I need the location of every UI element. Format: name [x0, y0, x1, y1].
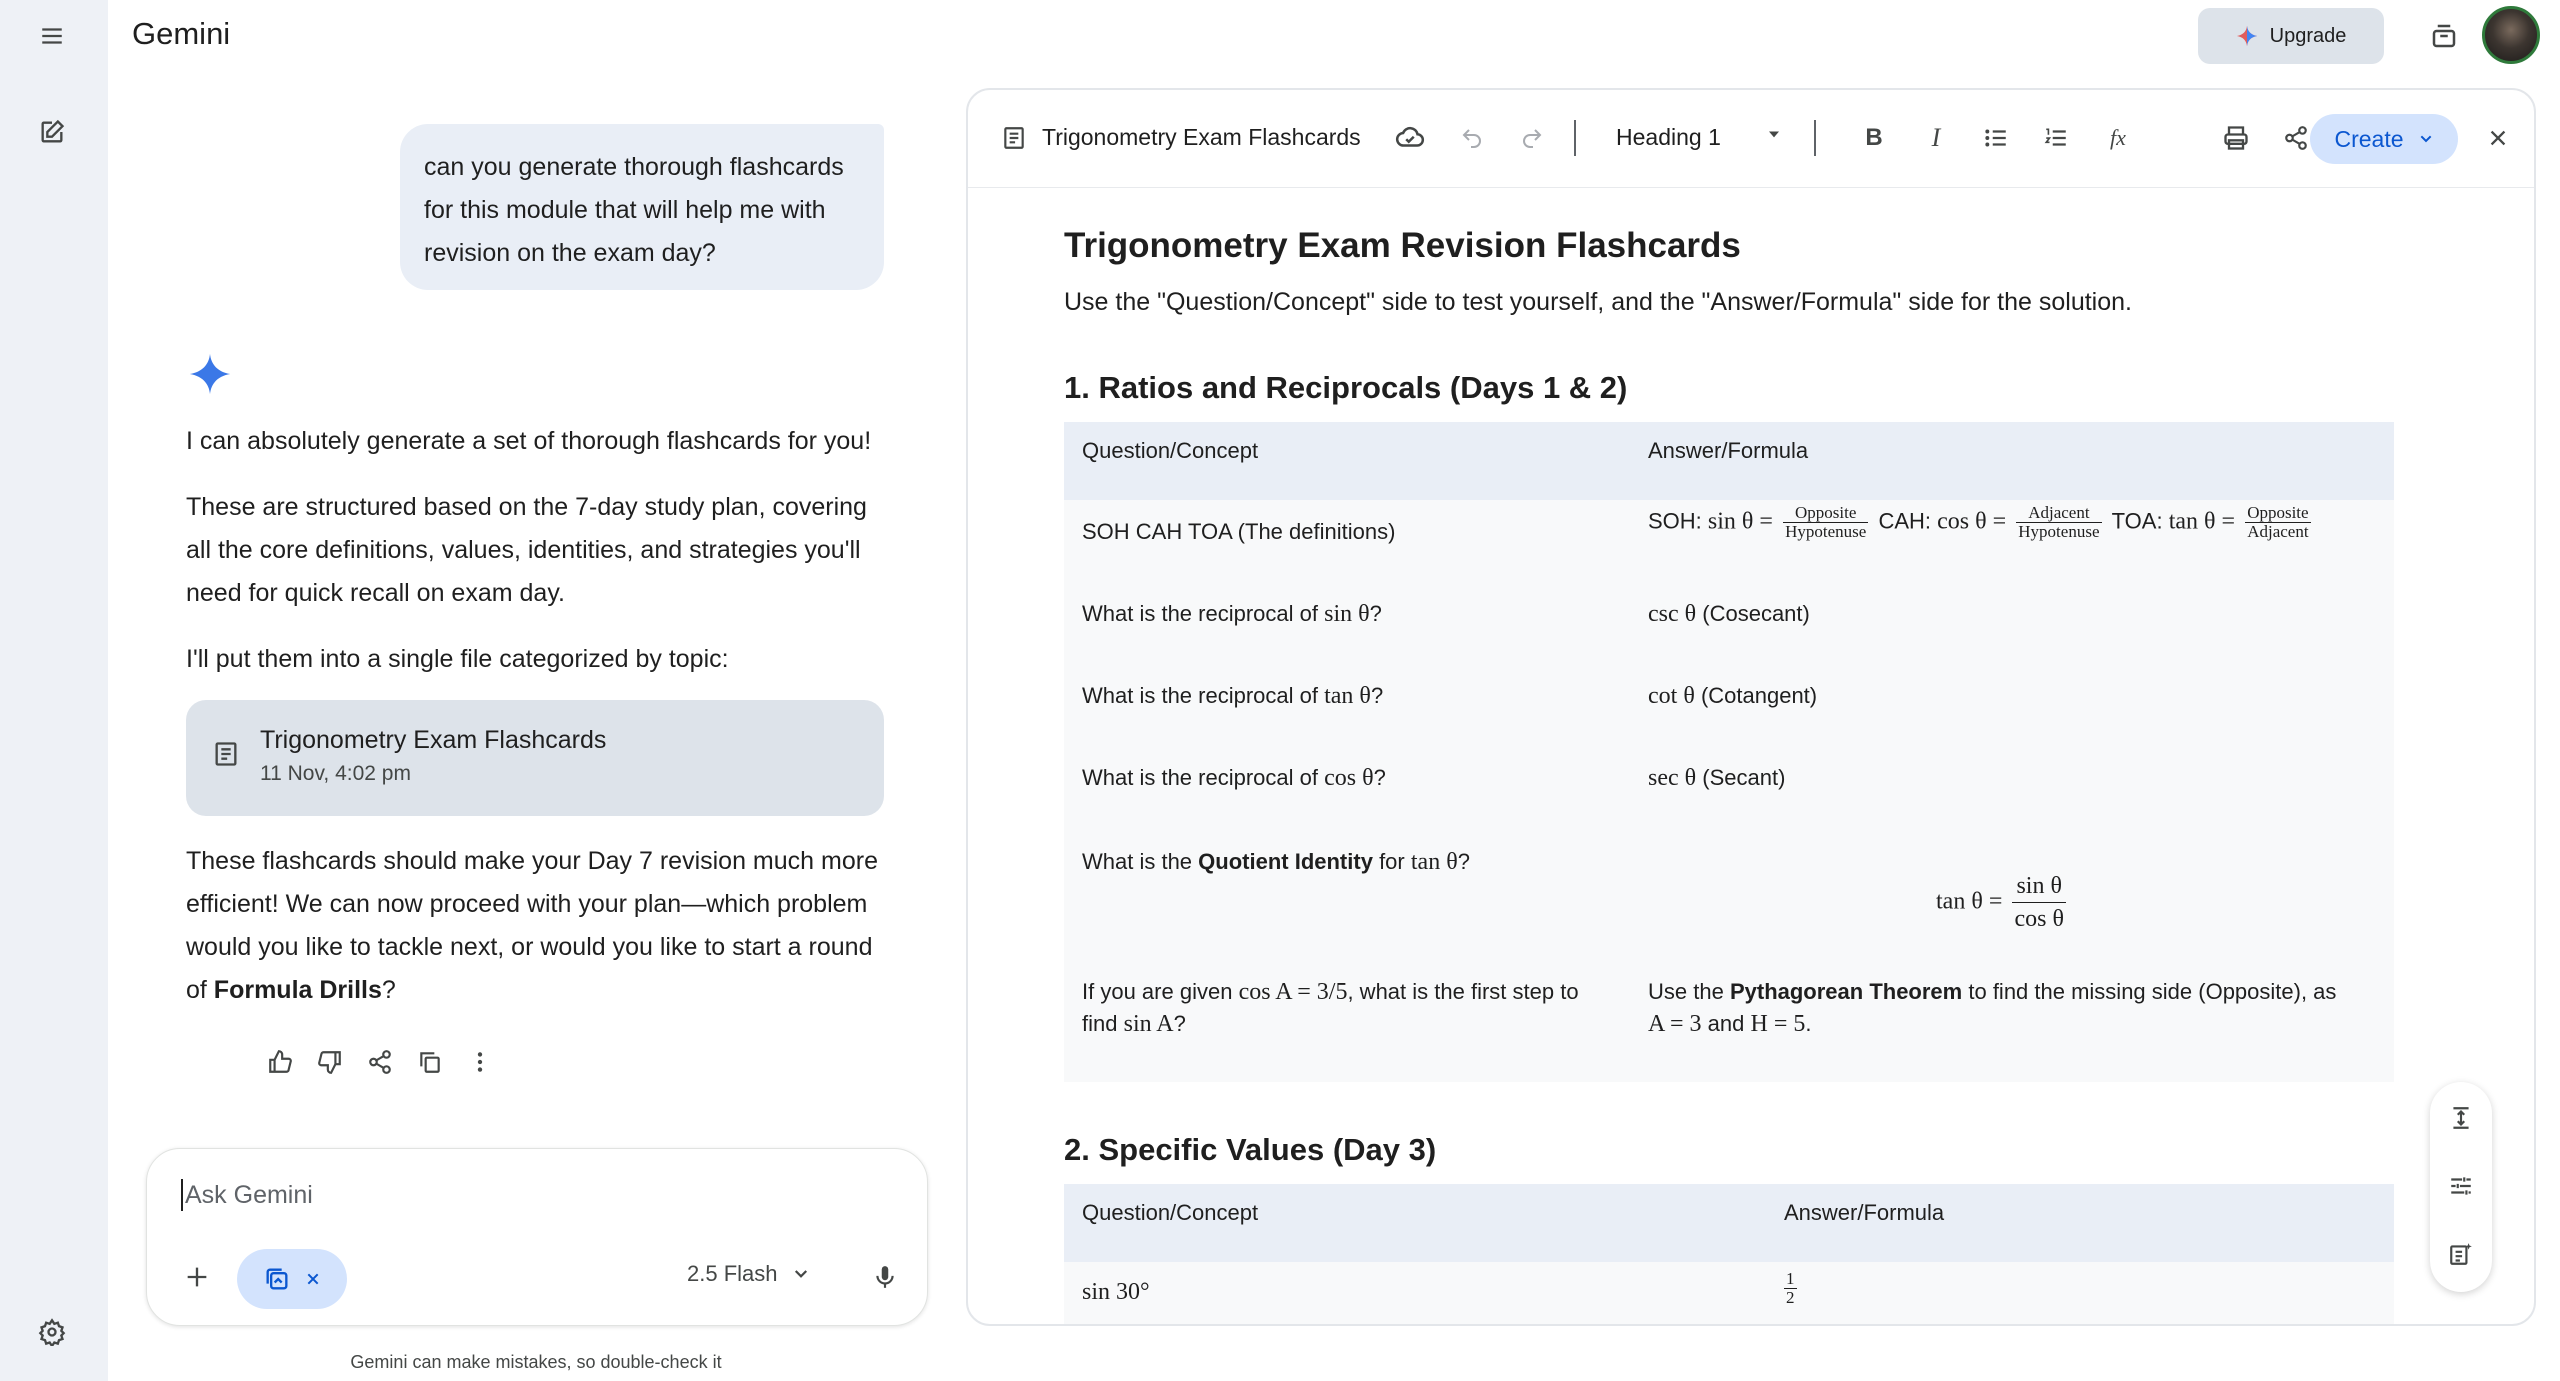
- table-row-q: [1082, 598, 1382, 630]
- prompt-input[interactable]: Ask Gemini: [181, 1179, 313, 1211]
- table-row-q: [1082, 846, 1470, 878]
- a-text-2: to find the missing side (Opposite), as: [1968, 979, 2337, 1004]
- model-label: 2.5 Flash: [687, 1261, 778, 1286]
- reply-p4-text: These flashcards should make your Day 7 revision much more efficient! We can now proceed with your plan—which problem would you like to tackle next, or would you like to start a round of: [186, 847, 878, 1004]
- a-math-1: A = 3: [1648, 1011, 1702, 1037]
- q-math: cos A = 3/5: [1238, 979, 1348, 1005]
- upgrade-label: Upgrade: [2269, 24, 2347, 47]
- a-math-2: H = 5: [1750, 1011, 1806, 1037]
- more-vert-icon[interactable]: [460, 1042, 500, 1082]
- microphone-icon[interactable]: [863, 1255, 907, 1299]
- toolbar-divider: [1574, 120, 1576, 156]
- q-line2: find: [1082, 1011, 1118, 1036]
- q-end2: ?: [1173, 1011, 1186, 1036]
- q-mid: for: [1379, 849, 1405, 874]
- table-row-q: sin 30°: [1082, 1279, 1150, 1305]
- q-end: ?: [1369, 601, 1382, 626]
- q-text: If you are given: [1082, 979, 1233, 1004]
- q-end: ?: [1370, 683, 1384, 708]
- bold-icon[interactable]: B: [1865, 124, 1883, 151]
- a-bold: Pythagorean Theorem: [1729, 979, 1963, 1004]
- share-icon[interactable]: [360, 1042, 400, 1082]
- document-icon: [212, 740, 240, 773]
- q-text: What is the reciprocal of: [1082, 683, 1318, 708]
- soh-label: SOH:: [1648, 508, 1702, 534]
- column-header-question: Question/Concept: [1082, 1200, 1259, 1225]
- gemini-spark-icon: [2236, 25, 2258, 47]
- close-icon[interactable]: [2476, 116, 2520, 160]
- temporary-chat-icon[interactable]: [2422, 14, 2466, 58]
- close-icon[interactable]: [305, 1271, 321, 1287]
- denominator: 2: [1786, 1288, 1795, 1307]
- q-text: What is the reciprocal of: [1082, 601, 1318, 626]
- toa-fraction: [2245, 504, 2310, 541]
- q-math: sin θ: [1324, 601, 1370, 627]
- chevron-down-icon: [792, 1265, 810, 1283]
- a-and: and: [1707, 1011, 1745, 1036]
- table-row-q: [1082, 762, 1386, 794]
- quotient-denominator: cos θ: [2014, 906, 2064, 932]
- tune-icon[interactable]: [2439, 1164, 2483, 1208]
- q-math: cos θ: [1324, 765, 1374, 791]
- flashcard-table-1: [1064, 422, 2394, 1082]
- answer-fraction: [1784, 1270, 1797, 1307]
- numbered-list-icon[interactable]: [2034, 116, 2078, 160]
- prompt-input-box[interactable]: [146, 1148, 928, 1326]
- q-text: What is the reciprocal of: [1082, 765, 1318, 790]
- a-text: (Cosecant): [1696, 601, 1810, 626]
- new-chat-icon[interactable]: [30, 110, 74, 154]
- a-text: (Cotangent): [1694, 683, 1818, 708]
- file-card-date: 11 Nov, 4:02 pm: [260, 762, 411, 785]
- doc-subtitle: Use the "Question/Concept" side to test yourself, and the "Answer/Formula" side for the solution.: [1064, 288, 2132, 316]
- q-text: What is the: [1082, 849, 1193, 874]
- toolbar-divider: [1814, 120, 1816, 156]
- reply-paragraph-1: I can absolutely generate a set of thorough flashcards for you!: [186, 427, 872, 455]
- adjust-length-icon[interactable]: [2439, 1096, 2483, 1140]
- create-label: Create: [2334, 125, 2404, 152]
- caret-down-icon[interactable]: [1764, 124, 1784, 149]
- disclaimer: Gemini can make mistakes, so double-check it: [350, 1352, 722, 1372]
- q-end: ?: [1373, 765, 1386, 790]
- response-actions: [260, 1042, 510, 1082]
- doc-toolbar: [968, 90, 2534, 188]
- table-row-q: [1082, 680, 1383, 712]
- toa-numerator: Opposite: [2247, 503, 2309, 522]
- column-header-answer: Answer/Formula: [1784, 1200, 1945, 1225]
- model-selector[interactable]: [687, 1261, 810, 1287]
- soh-fraction: [1783, 504, 1868, 541]
- menu-icon[interactable]: [30, 14, 74, 58]
- q-bold: Quotient Identity: [1198, 849, 1373, 874]
- thumbs-up-icon[interactable]: [260, 1042, 300, 1082]
- suggest-edits-icon[interactable]: [2439, 1232, 2483, 1276]
- cloud-save-icon[interactable]: [1388, 116, 1432, 160]
- table-row-a: [1648, 598, 1810, 630]
- a-end: .: [1805, 1011, 1812, 1036]
- formula-fx-icon[interactable]: fx: [2110, 125, 2126, 150]
- soh-numerator: Opposite: [1783, 504, 1868, 523]
- reply-paragraph-3: I'll put them into a single file categorized by topic:: [186, 645, 729, 673]
- soh-lhs: sin θ =: [1707, 508, 1773, 535]
- create-button[interactable]: [2310, 114, 2458, 164]
- file-card-title: Trigonometry Exam Flashcards: [260, 726, 607, 754]
- document-icon: [992, 116, 1036, 160]
- quotient-lhs: tan θ =: [1936, 888, 2003, 915]
- cah-numerator: Adjacent: [2016, 504, 2101, 523]
- add-icon[interactable]: [175, 1255, 219, 1299]
- column-header-question: Question/Concept: [1082, 438, 1259, 463]
- table-row-a: [1648, 680, 1817, 712]
- upgrade-button[interactable]: [2198, 8, 2384, 64]
- quotient-fraction: [2012, 870, 2066, 935]
- table-row-q: [1082, 976, 1579, 1040]
- cah-label: CAH:: [1878, 508, 1931, 534]
- file-card[interactable]: [186, 700, 884, 816]
- floating-tools: [2430, 1082, 2492, 1292]
- italic-icon[interactable]: I: [1931, 123, 1941, 152]
- a-math: csc θ: [1648, 601, 1697, 627]
- canvas-tool-chip[interactable]: [237, 1249, 347, 1309]
- settings-gear-icon[interactable]: [30, 1310, 74, 1354]
- q-math: tan θ: [1410, 849, 1458, 875]
- a-math: cot θ: [1648, 683, 1695, 709]
- undo-icon[interactable]: [1450, 116, 1494, 160]
- reply-p4-end: ?: [381, 976, 396, 1004]
- copy-icon[interactable]: [410, 1042, 450, 1082]
- soh-denominator: Hypotenuse: [1785, 522, 1867, 541]
- formula-drills-bold: Formula Drills: [213, 976, 382, 1004]
- cah-lhs: cos θ =: [1937, 508, 2007, 535]
- section-2-heading: 2. Specific Values (Day 3): [1064, 1132, 1437, 1167]
- a-text: Use the: [1648, 979, 1724, 1004]
- toa-denominator: Adjacent: [2247, 522, 2309, 541]
- doc-title: Trigonometry Exam Revision Flashcards: [1064, 226, 1741, 265]
- cah-denominator: Hypotenuse: [2018, 522, 2100, 541]
- canvas-document-panel: [966, 88, 2536, 1326]
- q-math2: sin A: [1123, 1011, 1174, 1037]
- table-row-q: SOH CAH TOA (The definitions): [1082, 519, 1396, 544]
- a-text: (Secant): [1696, 765, 1786, 790]
- q-end: ?: [1457, 849, 1470, 874]
- section-1-heading: 1. Ratios and Reciprocals (Days 1 & 2): [1064, 370, 1628, 405]
- gemini-spark-icon: [188, 352, 232, 401]
- a-math: sec θ: [1648, 765, 1697, 791]
- cah-fraction: [2016, 504, 2101, 541]
- redo-icon[interactable]: [1510, 116, 1554, 160]
- numerator: 1: [1786, 1269, 1795, 1288]
- canvas-icon: [263, 1265, 291, 1293]
- toa-lhs: tan θ =: [2168, 508, 2236, 535]
- thumbs-down-icon[interactable]: [310, 1042, 350, 1082]
- q-end: , what is the first step to: [1347, 979, 1579, 1004]
- chevron-down-icon: [2418, 131, 2434, 147]
- column-header-answer: Answer/Formula: [1648, 438, 1809, 463]
- table-row-a: [1648, 976, 2336, 1040]
- toa-label: TOA:: [2111, 508, 2163, 534]
- user-message-bubble: can you generate thorough flashcards for this module that will help me with revision on the exam day?: [400, 124, 884, 290]
- bulleted-list-icon[interactable]: [1974, 116, 2018, 160]
- quotient-identity-answer: [1936, 870, 2070, 935]
- paragraph-style-select[interactable]: Heading 1: [1616, 124, 1721, 150]
- table-row-a: [1780, 1270, 1801, 1307]
- q-math: tan θ: [1324, 683, 1371, 709]
- table-row-a: [1648, 762, 1785, 794]
- side-rail: [0, 0, 108, 1381]
- table-header: [1064, 1184, 2394, 1262]
- quotient-numerator: sin θ: [2012, 870, 2066, 903]
- doc-toolbar-title[interactable]: Trigonometry Exam Flashcards: [1042, 124, 1361, 150]
- flashcard-table-2: [1064, 1184, 2394, 1326]
- avatar[interactable]: [2482, 6, 2540, 64]
- soh-cah-toa-answer: [1648, 504, 2315, 541]
- reply-paragraph-2: These are structured based on the 7-day study plan, covering all the core definitions, values, identities, and strategies you'll need for quick recall on exam day.: [186, 493, 867, 607]
- print-icon[interactable]: [2214, 116, 2258, 160]
- app-title[interactable]: Gemini: [132, 16, 231, 51]
- reply-paragraph-4: [186, 840, 886, 1012]
